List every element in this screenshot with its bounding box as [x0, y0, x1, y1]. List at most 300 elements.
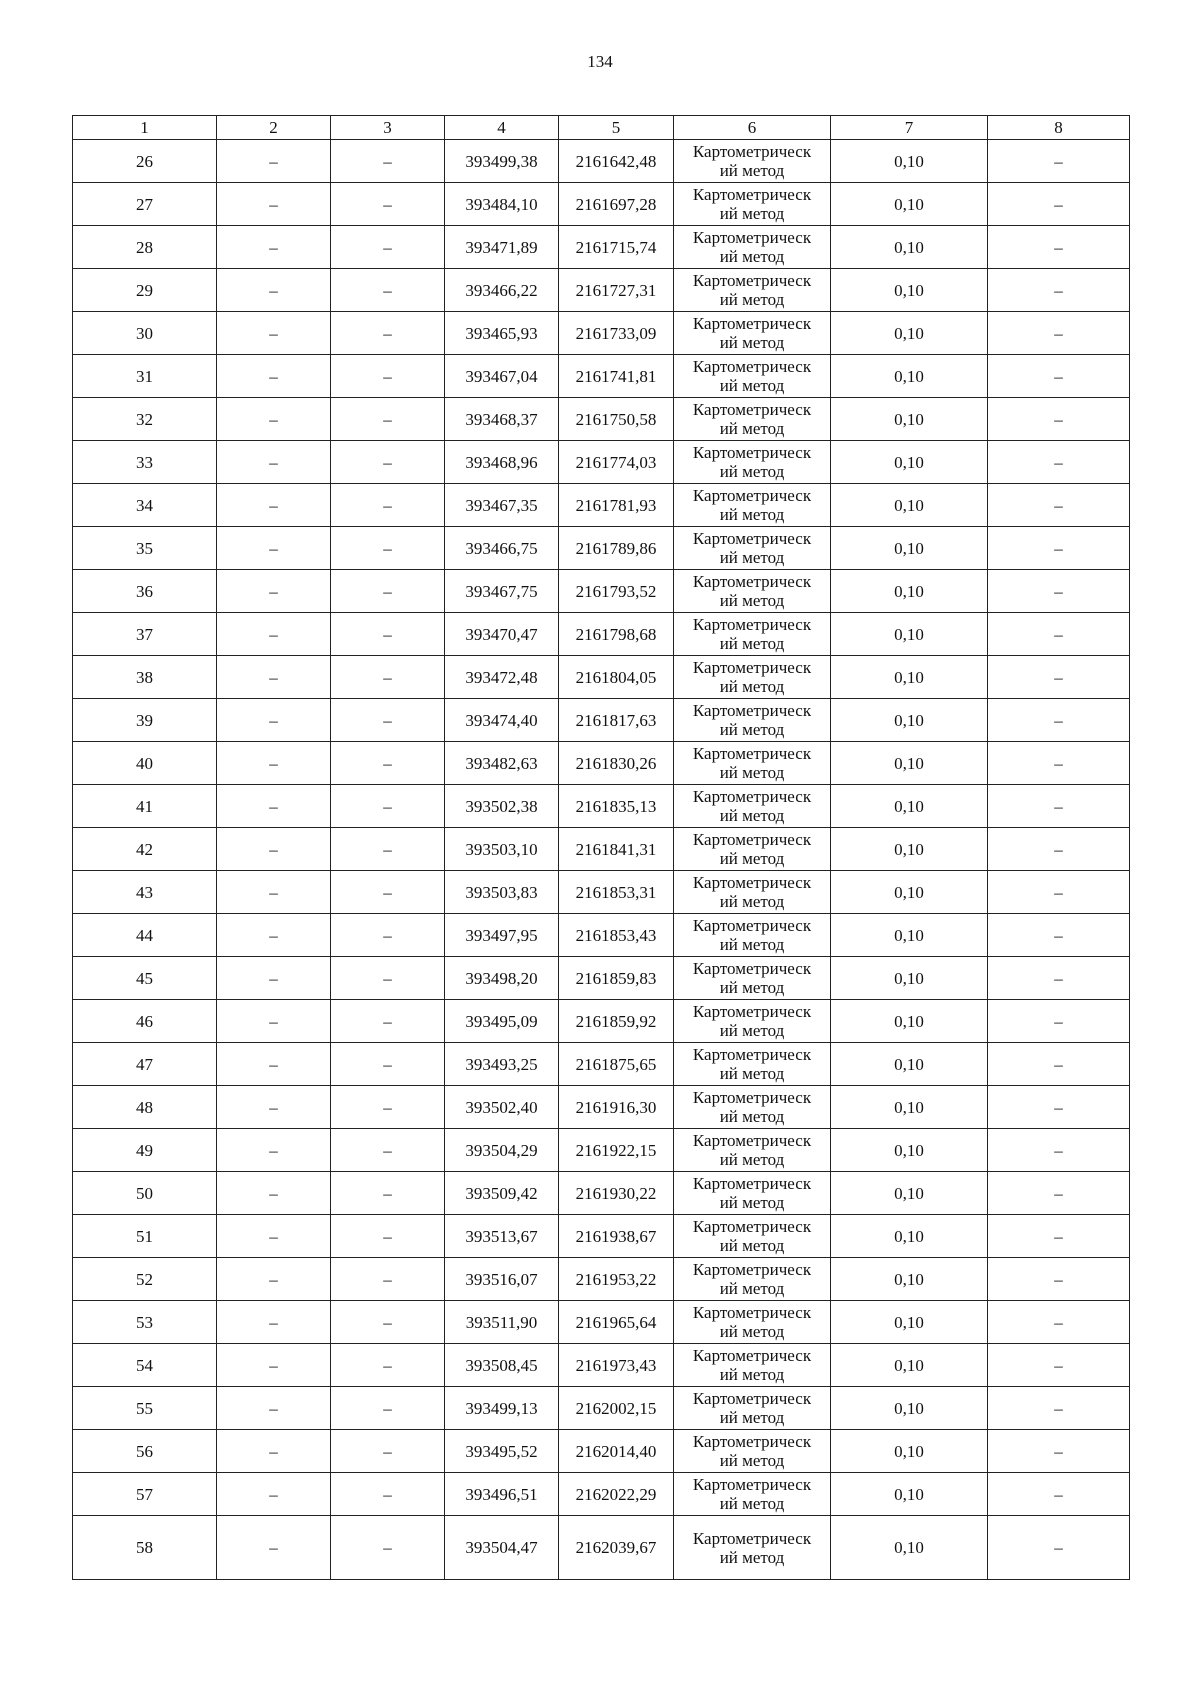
table-cell-col-7: 0,10 [831, 484, 988, 527]
table-cell-col-5: 2161830,26 [559, 742, 674, 785]
table-cell-col-2: – [217, 1129, 331, 1172]
table-row [73, 656, 1130, 699]
table-row [73, 1172, 1130, 1215]
table-cell-col-4: 393465,93 [445, 312, 559, 355]
table-cell-col-1: 38 [73, 656, 217, 699]
column-header-7: 7 [831, 116, 988, 140]
table-cell-col-8: – [988, 484, 1130, 527]
table-cell-col-4: 393504,29 [445, 1129, 559, 1172]
table-cell-col-8: – [988, 1344, 1130, 1387]
table-cell-col-6: Картометрическ ий метод [674, 699, 831, 742]
table-cell-col-1: 46 [73, 1000, 217, 1043]
table-cell-col-2: – [217, 1387, 331, 1430]
table-cell-col-3: – [331, 355, 445, 398]
table-cell-col-3: – [331, 1172, 445, 1215]
table-cell-col-5: 2161922,15 [559, 1129, 674, 1172]
table-cell-col-3: – [331, 613, 445, 656]
table-cell-col-2: – [217, 1473, 331, 1516]
table-cell-col-8: – [988, 1473, 1130, 1516]
table-cell-col-4: 393504,47 [445, 1516, 559, 1580]
page-number: 134 [587, 52, 613, 71]
table-row [73, 312, 1130, 355]
table-cell-col-5: 2161781,93 [559, 484, 674, 527]
table-cell-col-2: – [217, 441, 331, 484]
table-cell-col-3: – [331, 699, 445, 742]
table-cell-col-6: Картометрическ ий метод [674, 1344, 831, 1387]
table-row [73, 1129, 1130, 1172]
table-cell-col-1: 50 [73, 1172, 217, 1215]
table-row [73, 742, 1130, 785]
table-cell-col-5: 2161973,43 [559, 1344, 674, 1387]
table-cell-col-8: – [988, 828, 1130, 871]
table-cell-col-3: – [331, 441, 445, 484]
table-cell-col-8: – [988, 1043, 1130, 1086]
table-cell-col-3: – [331, 1258, 445, 1301]
table-cell-col-8: – [988, 269, 1130, 312]
table-cell-col-3: – [331, 914, 445, 957]
table-body [73, 140, 1130, 1580]
table-cell-col-7: 0,10 [831, 1129, 988, 1172]
table-cell-col-2: – [217, 140, 331, 183]
table-cell-col-2: – [217, 613, 331, 656]
table-row [73, 1301, 1130, 1344]
table-cell-col-8: – [988, 1258, 1130, 1301]
table-cell-col-1: 53 [73, 1301, 217, 1344]
table-cell-col-5: 2161853,43 [559, 914, 674, 957]
table-cell-col-2: – [217, 828, 331, 871]
table-cell-col-8: – [988, 1129, 1130, 1172]
table-cell-col-7: 0,10 [831, 441, 988, 484]
table-cell-col-6: Картометрическ ий метод [674, 312, 831, 355]
table-cell-col-2: – [217, 1000, 331, 1043]
table-row [73, 785, 1130, 828]
table-row [73, 828, 1130, 871]
table-cell-col-3: – [331, 785, 445, 828]
column-header-5: 5 [559, 116, 674, 140]
table-cell-col-5: 2161930,22 [559, 1172, 674, 1215]
table-cell-col-5: 2161859,83 [559, 957, 674, 1000]
table-cell-col-3: – [331, 140, 445, 183]
table-row [73, 1000, 1130, 1043]
table-cell-col-7: 0,10 [831, 183, 988, 226]
table-cell-col-8: – [988, 226, 1130, 269]
table-cell-col-8: – [988, 1000, 1130, 1043]
table-cell-col-7: 0,10 [831, 613, 988, 656]
table-header-row [73, 116, 1130, 140]
table-cell-col-6: Картометрическ ий метод [674, 398, 831, 441]
table-cell-col-5: 2161916,30 [559, 1086, 674, 1129]
table-cell-col-2: – [217, 527, 331, 570]
table-cell-col-5: 2162039,67 [559, 1516, 674, 1580]
table-cell-col-2: – [217, 871, 331, 914]
table-cell-col-7: 0,10 [831, 1473, 988, 1516]
table-cell-col-3: – [331, 656, 445, 699]
table-row [73, 1473, 1130, 1516]
table-row [73, 914, 1130, 957]
table-cell-col-4: 393467,04 [445, 355, 559, 398]
table-cell-col-6: Картометрическ ий метод [674, 183, 831, 226]
table-cell-col-2: – [217, 398, 331, 441]
table-cell-col-6: Картометрическ ий метод [674, 785, 831, 828]
table-cell-col-2: – [217, 226, 331, 269]
table-cell-col-8: – [988, 914, 1130, 957]
table-cell-col-7: 0,10 [831, 355, 988, 398]
table-cell-col-3: – [331, 1215, 445, 1258]
table-cell-col-7: 0,10 [831, 1344, 988, 1387]
column-header-3: 3 [331, 116, 445, 140]
table-cell-col-6: Картометрическ ий метод [674, 1387, 831, 1430]
table-cell-col-6: Картометрическ ий метод [674, 1086, 831, 1129]
table-cell-col-7: 0,10 [831, 226, 988, 269]
table-cell-col-6: Картометрическ ий метод [674, 570, 831, 613]
table-cell-col-2: – [217, 1043, 331, 1086]
table-cell-col-5: 2161875,65 [559, 1043, 674, 1086]
table-cell-col-4: 393482,63 [445, 742, 559, 785]
table-cell-col-1: 42 [73, 828, 217, 871]
table-cell-col-5: 2161817,63 [559, 699, 674, 742]
table-cell-col-1: 55 [73, 1387, 217, 1430]
table-cell-col-8: – [988, 1086, 1130, 1129]
table-cell-col-5: 2161841,31 [559, 828, 674, 871]
table-cell-col-8: – [988, 183, 1130, 226]
table-cell-col-3: – [331, 1086, 445, 1129]
table-cell-col-2: – [217, 1301, 331, 1344]
table-cell-col-7: 0,10 [831, 1086, 988, 1129]
table-cell-col-5: 2161727,31 [559, 269, 674, 312]
table-cell-col-6: Картометрическ ий метод [674, 656, 831, 699]
table-cell-col-1: 56 [73, 1430, 217, 1473]
table-cell-col-7: 0,10 [831, 269, 988, 312]
table-row [73, 871, 1130, 914]
table-cell-col-5: 2161965,64 [559, 1301, 674, 1344]
table-cell-col-5: 2162002,15 [559, 1387, 674, 1430]
table-cell-col-1: 32 [73, 398, 217, 441]
table-cell-col-4: 393495,52 [445, 1430, 559, 1473]
table-cell-col-2: – [217, 1344, 331, 1387]
table-cell-col-1: 29 [73, 269, 217, 312]
table-cell-col-1: 51 [73, 1215, 217, 1258]
table-cell-col-3: – [331, 226, 445, 269]
table-cell-col-5: 2161938,67 [559, 1215, 674, 1258]
table-cell-col-7: 0,10 [831, 570, 988, 613]
table-cell-col-7: 0,10 [831, 1043, 988, 1086]
table-cell-col-6: Картометрическ ий метод [674, 1000, 831, 1043]
table-cell-col-8: – [988, 1215, 1130, 1258]
table-cell-col-8: – [988, 957, 1130, 1000]
table-cell-col-3: – [331, 1516, 445, 1580]
table-cell-col-3: – [331, 871, 445, 914]
table-cell-col-5: 2161789,86 [559, 527, 674, 570]
table-row [73, 226, 1130, 269]
table-cell-col-6: Картометрическ ий метод [674, 1516, 831, 1580]
table-row [73, 1258, 1130, 1301]
table-cell-col-8: – [988, 699, 1130, 742]
table-cell-col-5: 2161835,13 [559, 785, 674, 828]
table-cell-col-4: 393499,13 [445, 1387, 559, 1430]
table-cell-col-5: 2161697,28 [559, 183, 674, 226]
table-cell-col-5: 2161642,48 [559, 140, 674, 183]
table-row [73, 1516, 1130, 1580]
table-cell-col-4: 393516,07 [445, 1258, 559, 1301]
table-cell-col-3: – [331, 1043, 445, 1086]
table-cell-col-1: 54 [73, 1344, 217, 1387]
table-cell-col-5: 2161853,31 [559, 871, 674, 914]
table-cell-col-1: 43 [73, 871, 217, 914]
table-cell-col-2: – [217, 1258, 331, 1301]
table-cell-col-4: 393499,38 [445, 140, 559, 183]
table-cell-col-6: Картометрическ ий метод [674, 828, 831, 871]
table-cell-col-1: 30 [73, 312, 217, 355]
table-cell-col-3: – [331, 1430, 445, 1473]
table-cell-col-6: Картометрическ ий метод [674, 1215, 831, 1258]
table-cell-col-7: 0,10 [831, 398, 988, 441]
table-row [73, 183, 1130, 226]
table-cell-col-3: – [331, 1473, 445, 1516]
table-row [73, 441, 1130, 484]
table-cell-col-7: 0,10 [831, 1215, 988, 1258]
table-cell-col-4: 393466,75 [445, 527, 559, 570]
table-cell-col-3: – [331, 1301, 445, 1344]
table-cell-col-7: 0,10 [831, 1000, 988, 1043]
table-cell-col-6: Картометрическ ий метод [674, 613, 831, 656]
table-cell-col-6: Картометрическ ий метод [674, 957, 831, 1000]
table-cell-col-4: 393467,35 [445, 484, 559, 527]
table-cell-col-6: Картометрическ ий метод [674, 1258, 831, 1301]
column-header-2: 2 [217, 116, 331, 140]
table-cell-col-7: 0,10 [831, 1387, 988, 1430]
table-row [73, 613, 1130, 656]
table-cell-col-8: – [988, 312, 1130, 355]
table-cell-col-5: 2161859,92 [559, 1000, 674, 1043]
table-cell-col-3: – [331, 183, 445, 226]
table-cell-col-8: – [988, 1301, 1130, 1344]
table-cell-col-3: – [331, 269, 445, 312]
table-cell-col-8: – [988, 1172, 1130, 1215]
table-cell-col-6: Картометрическ ий метод [674, 871, 831, 914]
table-row [73, 1043, 1130, 1086]
table-cell-col-2: – [217, 699, 331, 742]
table-row [73, 1344, 1130, 1387]
table-cell-col-4: 393509,42 [445, 1172, 559, 1215]
table-cell-col-1: 57 [73, 1473, 217, 1516]
table-cell-col-6: Картометрическ ий метод [674, 914, 831, 957]
table-cell-col-5: 2162014,40 [559, 1430, 674, 1473]
table-cell-col-5: 2161774,03 [559, 441, 674, 484]
table-cell-col-1: 35 [73, 527, 217, 570]
table-cell-col-1: 44 [73, 914, 217, 957]
table-row [73, 140, 1130, 183]
table-cell-col-7: 0,10 [831, 828, 988, 871]
table-cell-col-8: – [988, 527, 1130, 570]
table-cell-col-5: 2162022,29 [559, 1473, 674, 1516]
table-cell-col-1: 49 [73, 1129, 217, 1172]
table-cell-col-6: Картометрическ ий метод [674, 226, 831, 269]
table-cell-col-2: – [217, 269, 331, 312]
table-cell-col-8: – [988, 1516, 1130, 1580]
table-cell-col-3: – [331, 527, 445, 570]
table-cell-col-4: 393496,51 [445, 1473, 559, 1516]
table-cell-col-1: 34 [73, 484, 217, 527]
table-cell-col-7: 0,10 [831, 1516, 988, 1580]
table-cell-col-8: – [988, 570, 1130, 613]
table-cell-col-2: – [217, 785, 331, 828]
table-cell-col-1: 39 [73, 699, 217, 742]
table-cell-col-5: 2161793,52 [559, 570, 674, 613]
column-header-6: 6 [674, 116, 831, 140]
table-cell-col-8: – [988, 742, 1130, 785]
table-cell-col-5: 2161733,09 [559, 312, 674, 355]
table-cell-col-7: 0,10 [831, 527, 988, 570]
table-cell-col-4: 393466,22 [445, 269, 559, 312]
table-cell-col-3: – [331, 828, 445, 871]
table-cell-col-7: 0,10 [831, 656, 988, 699]
table-cell-col-2: – [217, 914, 331, 957]
table-cell-col-3: – [331, 484, 445, 527]
table-cell-col-7: 0,10 [831, 914, 988, 957]
table-cell-col-2: – [217, 355, 331, 398]
table-cell-col-4: 393498,20 [445, 957, 559, 1000]
table-row [73, 1430, 1130, 1473]
table-cell-col-5: 2161741,81 [559, 355, 674, 398]
table-cell-col-7: 0,10 [831, 1258, 988, 1301]
table-cell-col-8: – [988, 1430, 1130, 1473]
table-row [73, 1387, 1130, 1430]
table-cell-col-4: 393467,75 [445, 570, 559, 613]
table-cell-col-8: – [988, 140, 1130, 183]
table-cell-col-3: – [331, 1000, 445, 1043]
table-cell-col-7: 0,10 [831, 312, 988, 355]
table-cell-col-5: 2161750,58 [559, 398, 674, 441]
table-cell-col-6: Картометрическ ий метод [674, 1129, 831, 1172]
table-cell-col-7: 0,10 [831, 957, 988, 1000]
table-cell-col-6: Картометрическ ий метод [674, 484, 831, 527]
table-cell-col-6: Картометрическ ий метод [674, 1430, 831, 1473]
table-cell-col-2: – [217, 1172, 331, 1215]
table-cell-col-4: 393502,38 [445, 785, 559, 828]
table-cell-col-1: 40 [73, 742, 217, 785]
table-cell-col-7: 0,10 [831, 1301, 988, 1344]
table-cell-col-6: Картометрическ ий метод [674, 742, 831, 785]
table-row [73, 1086, 1130, 1129]
table-cell-col-2: – [217, 1215, 331, 1258]
table-cell-col-6: Картометрическ ий метод [674, 355, 831, 398]
table-cell-col-1: 47 [73, 1043, 217, 1086]
table-cell-col-4: 393468,96 [445, 441, 559, 484]
table-row [73, 484, 1130, 527]
table-cell-col-3: – [331, 570, 445, 613]
table-cell-col-7: 0,10 [831, 742, 988, 785]
table-cell-col-5: 2161804,05 [559, 656, 674, 699]
coordinates-table [72, 115, 1130, 1580]
table-row [73, 699, 1130, 742]
table-row [73, 527, 1130, 570]
table-cell-col-4: 393474,40 [445, 699, 559, 742]
table-cell-col-2: – [217, 570, 331, 613]
table-cell-col-4: 393470,47 [445, 613, 559, 656]
table-cell-col-1: 58 [73, 1516, 217, 1580]
table-cell-col-1: 36 [73, 570, 217, 613]
table-cell-col-1: 45 [73, 957, 217, 1000]
table-cell-col-2: – [217, 1430, 331, 1473]
table-cell-col-3: – [331, 742, 445, 785]
table-cell-col-8: – [988, 1387, 1130, 1430]
table-cell-col-6: Картометрическ ий метод [674, 1172, 831, 1215]
table-cell-col-2: – [217, 1086, 331, 1129]
table-cell-col-4: 393484,10 [445, 183, 559, 226]
table-cell-col-4: 393471,89 [445, 226, 559, 269]
table-cell-col-4: 393468,37 [445, 398, 559, 441]
table-cell-col-2: – [217, 1516, 331, 1580]
table-cell-col-2: – [217, 312, 331, 355]
table-cell-col-4: 393503,10 [445, 828, 559, 871]
table-cell-col-1: 27 [73, 183, 217, 226]
table-cell-col-1: 31 [73, 355, 217, 398]
table-row [73, 957, 1130, 1000]
table-cell-col-1: 41 [73, 785, 217, 828]
table-row [73, 398, 1130, 441]
table-cell-col-3: – [331, 957, 445, 1000]
table-cell-col-3: – [331, 1387, 445, 1430]
table-row [73, 570, 1130, 613]
column-header-8: 8 [988, 116, 1130, 140]
table-cell-col-8: – [988, 398, 1130, 441]
table-cell-col-4: 393511,90 [445, 1301, 559, 1344]
table-cell-col-7: 0,10 [831, 1172, 988, 1215]
table-cell-col-3: – [331, 1129, 445, 1172]
table-cell-col-2: – [217, 957, 331, 1000]
table-row [73, 355, 1130, 398]
table-cell-col-4: 393503,83 [445, 871, 559, 914]
table-cell-col-5: 2161798,68 [559, 613, 674, 656]
table-cell-col-4: 393502,40 [445, 1086, 559, 1129]
table-cell-col-5: 2161715,74 [559, 226, 674, 269]
table-row [73, 1215, 1130, 1258]
table-cell-col-1: 48 [73, 1086, 217, 1129]
table-cell-col-6: Картометрическ ий метод [674, 140, 831, 183]
table-cell-col-2: – [217, 484, 331, 527]
table-cell-col-4: 393472,48 [445, 656, 559, 699]
table-cell-col-6: Картометрическ ий метод [674, 1301, 831, 1344]
table-cell-col-7: 0,10 [831, 785, 988, 828]
table-cell-col-4: 393497,95 [445, 914, 559, 957]
table-cell-col-3: – [331, 1344, 445, 1387]
column-header-4: 4 [445, 116, 559, 140]
table-cell-col-3: – [331, 312, 445, 355]
table-cell-col-1: 33 [73, 441, 217, 484]
table-cell-col-2: – [217, 183, 331, 226]
table-cell-col-8: – [988, 656, 1130, 699]
table-cell-col-6: Картометрическ ий метод [674, 269, 831, 312]
table-cell-col-6: Картометрическ ий метод [674, 1473, 831, 1516]
table-cell-col-3: – [331, 398, 445, 441]
table-cell-col-7: 0,10 [831, 871, 988, 914]
table-cell-col-5: 2161953,22 [559, 1258, 674, 1301]
table-cell-col-1: 52 [73, 1258, 217, 1301]
table-row [73, 269, 1130, 312]
table-cell-col-7: 0,10 [831, 699, 988, 742]
table-cell-col-4: 393508,45 [445, 1344, 559, 1387]
table-cell-col-6: Картометрическ ий метод [674, 441, 831, 484]
table-cell-col-7: 0,10 [831, 140, 988, 183]
table-cell-col-2: – [217, 656, 331, 699]
table-cell-col-8: – [988, 355, 1130, 398]
table-cell-col-1: 37 [73, 613, 217, 656]
column-header-1: 1 [73, 116, 217, 140]
table-cell-col-8: – [988, 441, 1130, 484]
table-cell-col-8: – [988, 871, 1130, 914]
table-cell-col-1: 28 [73, 226, 217, 269]
table-cell-col-6: Картометрическ ий метод [674, 1043, 831, 1086]
